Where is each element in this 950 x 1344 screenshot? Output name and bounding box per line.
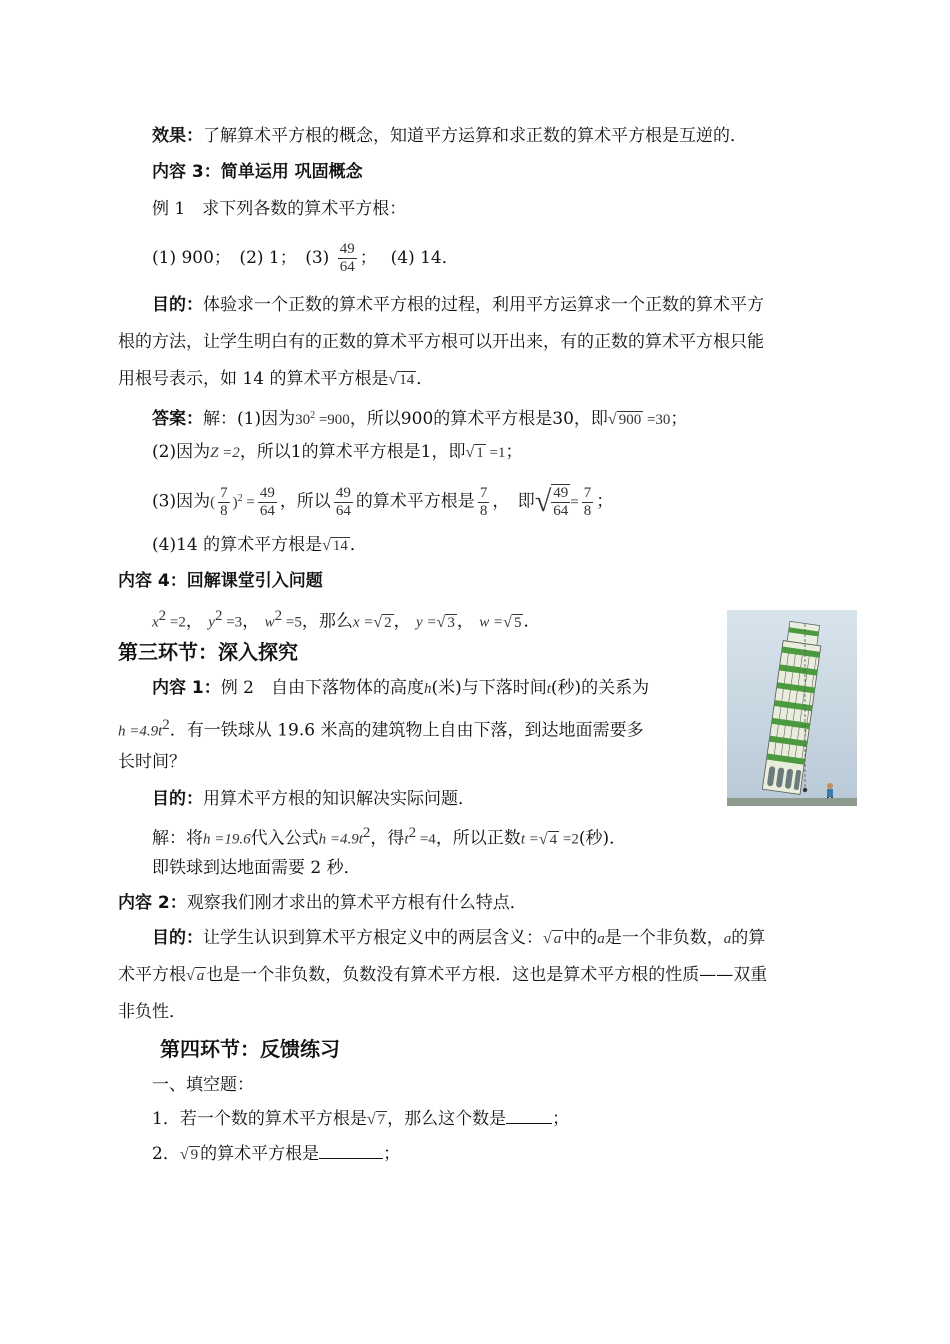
effect-text: 了解算术平方根的概念，知道平方运算和求正数的算术平方根是互逆的． xyxy=(203,126,747,146)
text: ； xyxy=(383,1144,401,1164)
math: =2 xyxy=(559,831,579,848)
radicand: 5 xyxy=(513,614,522,631)
math: ( xyxy=(210,494,216,511)
text: 例 2 自由下落物体的高度 xyxy=(220,678,424,698)
text: ，所以正数 xyxy=(435,828,521,849)
text: ； xyxy=(552,1109,570,1129)
text: ； xyxy=(670,409,688,429)
math: a xyxy=(723,931,732,947)
text: 解：将 xyxy=(152,828,203,849)
math: =5 xyxy=(282,614,302,631)
text: 的算术平方根是 xyxy=(200,1144,320,1164)
math: =3 xyxy=(222,614,243,631)
math: y = xyxy=(416,614,437,631)
text: ， 即 xyxy=(492,491,535,512)
radicand: 2 xyxy=(384,614,392,631)
sqrt-expression: √ 1 xyxy=(465,444,484,461)
text: ． xyxy=(416,369,434,389)
radicand: 9 xyxy=(190,1147,199,1163)
fill-blank-heading: 一、填空题： xyxy=(152,1075,254,1095)
denominator: 8 xyxy=(583,502,592,519)
denominator: 64 xyxy=(339,259,355,275)
math: x xyxy=(152,614,159,631)
denominator: 64 xyxy=(335,502,351,519)
denominator: 8 xyxy=(479,502,488,519)
content3-heading: 内容 3：简单运用 巩固概念 xyxy=(152,162,363,182)
text: 解：(1)因为 xyxy=(203,409,296,429)
text: ． xyxy=(523,611,541,632)
math: x = xyxy=(352,614,374,631)
text: ，所以1的算术平方根是1，即 xyxy=(239,442,466,462)
leaning-tower-illustration xyxy=(727,610,857,806)
purpose-label: 目的： xyxy=(152,789,203,809)
text: 代入公式 xyxy=(250,828,319,849)
math: Z =2 xyxy=(210,445,240,461)
text: ， xyxy=(456,611,474,632)
sqrt-expression: √ 7 xyxy=(366,1111,386,1128)
purpose-label: 目的： xyxy=(152,928,203,948)
math: h =19.6 xyxy=(203,831,251,848)
text: (3)因为 xyxy=(152,491,211,512)
question-1 xyxy=(152,1107,569,1132)
sqrt-expression: √ 9 xyxy=(179,1146,199,1163)
radicand: 900 xyxy=(618,412,642,428)
items-text: ； (4) 14． xyxy=(359,248,459,268)
effect-line xyxy=(152,124,747,148)
answer-line-3 xyxy=(152,484,613,520)
text: 观察我们刚才求出的算术平方根有什么特点． xyxy=(186,893,527,913)
numerator: 7 xyxy=(583,484,592,501)
denominator: 64 xyxy=(553,503,569,519)
text: ，那么这个数是 xyxy=(387,1109,507,1129)
text: 也是一个非负数，负数没有算术平方根．这也是算术平方根的性质——双重 xyxy=(206,965,768,985)
recall-line: $x^2 =2$， $y^2 =3$， $w^2 =5$，那么x =√ 2 ， y =√ 3 ， w =√ 5 ． xyxy=(152,604,540,635)
math: t = xyxy=(520,831,539,848)
sqrt-expression: √ 5 xyxy=(503,613,522,631)
fraction xyxy=(582,485,594,520)
math: =30 xyxy=(643,412,671,428)
text: ，所以900的算术平方根是30，即 xyxy=(349,409,608,429)
content4-heading: 内容 4：回解课堂引入问题 xyxy=(118,571,323,591)
section3-heading: 第三环节：深入探究 xyxy=(118,640,298,664)
math: h =4.9t xyxy=(118,723,163,740)
text: 中的 xyxy=(563,928,598,948)
answer-label: 答案： xyxy=(152,409,203,429)
text: 术平方根 xyxy=(118,965,186,985)
answer-blank[interactable] xyxy=(319,1158,383,1159)
numerator: 49 xyxy=(259,484,275,501)
paragraph-line xyxy=(118,963,767,988)
answer-blank[interactable] xyxy=(506,1123,552,1124)
paragraph-line: 长时间？ xyxy=(118,752,186,772)
numerator: 49 xyxy=(553,485,569,501)
section4-heading: 第四环节：反馈练习 xyxy=(160,1037,340,1061)
math: = xyxy=(570,494,579,511)
text: ； xyxy=(505,442,523,462)
example1-items xyxy=(152,241,459,276)
answer-line-2 xyxy=(152,440,522,465)
radicand: a xyxy=(553,931,562,947)
math: h xyxy=(423,681,432,697)
numerator: 7 xyxy=(479,484,488,501)
text: 2． xyxy=(152,1144,180,1164)
sqrt-expression: √ 14 xyxy=(388,371,415,388)
fraction xyxy=(551,484,570,520)
text: (2)因为 xyxy=(152,442,211,462)
text: ， xyxy=(185,611,203,632)
numerator: 49 xyxy=(335,484,351,501)
purpose-line xyxy=(152,293,764,317)
content2-line xyxy=(118,891,527,915)
text: 是一个非负数， xyxy=(604,928,724,948)
numerator: 7 xyxy=(220,484,228,501)
text: ，所以 xyxy=(279,491,331,512)
text: ，得 xyxy=(370,828,405,849)
purpose-line xyxy=(152,787,475,811)
paragraph-line: $h =4.9t^2$．有一铁球从 19.6 米高的建筑物上自由下落，到达地面需要多 xyxy=(118,717,644,741)
solution-line: 解：将h =19.6代入公式$h =4.9t^2$，得$t^2 =4$，所以正数t =√ 4 =2(秒)． xyxy=(152,821,626,852)
math: )$^2$ xyxy=(232,492,243,511)
math: =4 xyxy=(416,831,436,848)
text: ． xyxy=(349,535,367,555)
sqrt-expression: √ 4 xyxy=(538,830,558,848)
sqrt-expression: √ 900 xyxy=(607,411,642,428)
solution-conclusion: 即铁球到达地面需要 2 秒． xyxy=(152,858,361,878)
radicand: 7 xyxy=(377,1112,386,1128)
math: =2 xyxy=(166,614,186,631)
math: w = xyxy=(479,614,504,631)
example1-title: 例 1 求下列各数的算术平方根： xyxy=(152,199,407,219)
items-text: (1) 900； (2) 1； (3) xyxy=(152,248,335,268)
text: ； xyxy=(596,491,614,512)
radicand: 4 xyxy=(549,831,558,848)
math: h =4.9t xyxy=(318,831,363,848)
sqrt-expression: √ a xyxy=(543,930,562,947)
paragraph-line: 非负性． xyxy=(118,1002,186,1022)
text: 1．若一个数的算术平方根是 xyxy=(152,1109,367,1129)
text: (4)14 的算术平方根是 xyxy=(152,535,323,555)
text: 让学生认识到算术平方根定义中的两层含义： xyxy=(203,928,543,948)
purpose-text: 体验求一个正数的算术平方根的过程，利用平方运算求一个正数的算术平方 xyxy=(203,295,764,315)
text: ， xyxy=(242,611,260,632)
radicand: a xyxy=(196,968,205,984)
answer-line-1 xyxy=(152,404,687,432)
effect-label: 效果： xyxy=(152,126,203,146)
purpose-line xyxy=(152,926,765,951)
text: (秒)的关系为 xyxy=(550,678,650,698)
radicand: 1 xyxy=(476,445,484,461)
text: 用根号表示，如 14 的算术平方根是 xyxy=(118,369,389,389)
sqrt-expression: √ 3 xyxy=(436,613,455,631)
math: a xyxy=(597,931,605,947)
fraction xyxy=(218,485,230,520)
math: t xyxy=(546,681,551,697)
math: $30^2 =900$ xyxy=(295,410,350,428)
fraction xyxy=(478,485,490,520)
sqrt-expression: √ 2 xyxy=(373,613,392,631)
text: (秒)． xyxy=(578,828,627,849)
math: t xyxy=(404,831,409,848)
math-part: =900 xyxy=(315,412,350,428)
sqrt-expression: √ a xyxy=(186,967,205,984)
fraction xyxy=(258,485,277,520)
text: ， xyxy=(393,611,411,632)
text: 用算术平方根的知识解决实际问题． xyxy=(203,789,475,809)
denominator: 8 xyxy=(220,502,228,519)
content2-label: 内容 2： xyxy=(118,893,187,913)
math: y xyxy=(208,614,215,631)
radicand: 14 xyxy=(332,538,348,554)
text: ，那么 xyxy=(301,611,353,632)
denominator: 64 xyxy=(259,502,275,519)
radicand: 14 xyxy=(399,372,415,388)
paragraph-line xyxy=(118,367,433,392)
content1-label: 内容 1： xyxy=(152,678,221,698)
text: ．有一铁球从 19.6 米高的建筑物上自由下落，到达地面需要多 xyxy=(169,720,644,741)
purpose-label: 目的： xyxy=(152,295,203,315)
fraction xyxy=(338,241,357,276)
question-2 xyxy=(152,1142,400,1167)
radicand: 3 xyxy=(447,614,455,631)
answer-line-4 xyxy=(152,533,367,558)
sqrt-expression: √ $\frac{49}{64}$ xyxy=(534,485,569,519)
text: 的算术平方根是 xyxy=(355,491,475,512)
text: 的算 xyxy=(731,928,766,948)
math: = xyxy=(242,494,255,511)
numerator: 49 xyxy=(339,241,355,257)
text: (米)与下落时间 xyxy=(431,678,547,698)
content1-line xyxy=(152,676,649,701)
math: w xyxy=(264,614,275,631)
math-part: 30 xyxy=(295,412,311,428)
math: =1 xyxy=(485,445,506,461)
paragraph-line: 根的方法，让学生明白有的正数的算术平方根可以开出来，有的正数的算术平方根只能 xyxy=(118,332,764,352)
sqrt-expression: √ 14 xyxy=(322,537,348,554)
fraction xyxy=(334,485,353,520)
